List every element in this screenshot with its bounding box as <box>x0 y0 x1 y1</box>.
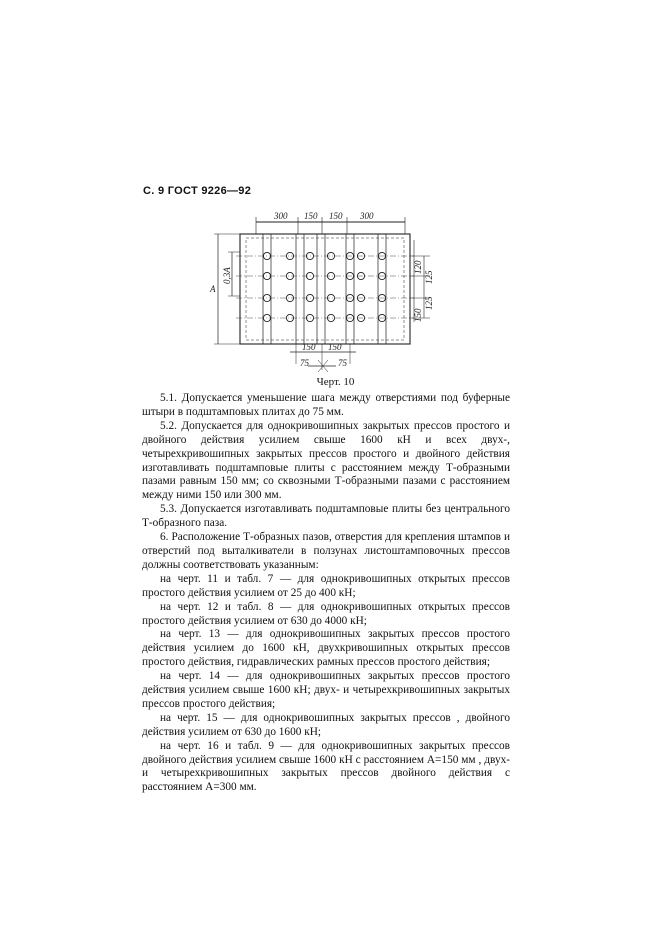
list-item: на черт. 14 — для однокривошипных закрытых прессов простого действия усилием свыше 1600 кН; двух- и четырехкривошипных закрытых прессов простого действия; <box>142 670 510 710</box>
dim-top-2: 150 <box>304 211 318 221</box>
paragraph-5-3: 5.3. Допускается изготавливать подштамповые плиты без центрального Т-образного паза. <box>142 503 510 530</box>
dim-bottom-2: 150 <box>328 342 342 352</box>
list-item: на черт. 11 и табл. 7 — для однокривошипных открытых прессов простого действия усилием от 25 до 400 кН; <box>142 572 510 599</box>
paragraph-5-1: 5.1. Допускается уменьшение шага между отверстиями под буферные штыри в подштамповых плитах до 75 мм. <box>142 392 510 418</box>
dim-bottom-small-1: 75 <box>300 358 309 368</box>
dim-left-inner: 0,3А <box>222 267 232 284</box>
dim-right-1: 120 <box>413 260 423 274</box>
dim-top-3: 150 <box>329 211 343 221</box>
page-header: С. 9 ГОСТ 9226—92 <box>143 185 252 197</box>
dim-right-4: 150 <box>413 308 423 322</box>
list-item: на черт. 13 — для однокривошипных закрытых прессов простого действия усилием до 1600 кН, двухкривошипных открытых прессов простого действия, гидравлических рамных прессов простого действия; <box>142 628 510 669</box>
technical-drawing <box>200 204 450 379</box>
dim-bottom-1: 150 <box>302 342 316 352</box>
figure-caption: Черт. 10 <box>316 376 355 388</box>
list-item: на черт. 16 и табл. 9 — для однокривошипных закрытых прессов двойного действия усилием свыше 1600 кН с расстоянием А=150 мм , двух- и четырехкривошипных закрытых прессов двойного действия с расстоянием А=300 мм. <box>142 739 510 794</box>
dim-top-1: 300 <box>274 211 288 221</box>
dim-top-4: 300 <box>360 211 374 221</box>
body-text <box>142 392 510 795</box>
paragraph-5-2: 5.2. Допускается для однокривошипных закрытых прессов простого и двойного действия усилием свыше 1600 кН и всех двух-, четырехкривошипных закрытых прессов простого и двойного действия изготавливать подштамповые плиты с расстоянием между Т-образными пазами равным 150 мм; со сквозными Т-образными пазами с расстоянием между ними 150 или 300 мм. <box>142 419 510 502</box>
dim-left-a: А <box>210 284 216 294</box>
dim-right-2: 125 <box>424 270 434 284</box>
list-item: на черт. 12 и табл. 8 — для однокривошипных открытых прессов простого действия усилием от 630 до 4000 кН; <box>142 600 510 627</box>
list-item: на черт. 15 — для однокривошипных закрытых прессов , двойного действия усилием от 630 до 1600 кН; <box>142 711 510 738</box>
dim-right-3: 125 <box>424 296 434 310</box>
paragraph-6: 6. Расположение Т-образных пазов, отверстия для крепления штампов и отверстий под выталкиватели в ползунах листоштамповочных прессов должны соответствовать указанным: <box>142 531 510 571</box>
dim-bottom-small-2: 75 <box>338 358 347 368</box>
drawing-svg <box>200 204 450 374</box>
